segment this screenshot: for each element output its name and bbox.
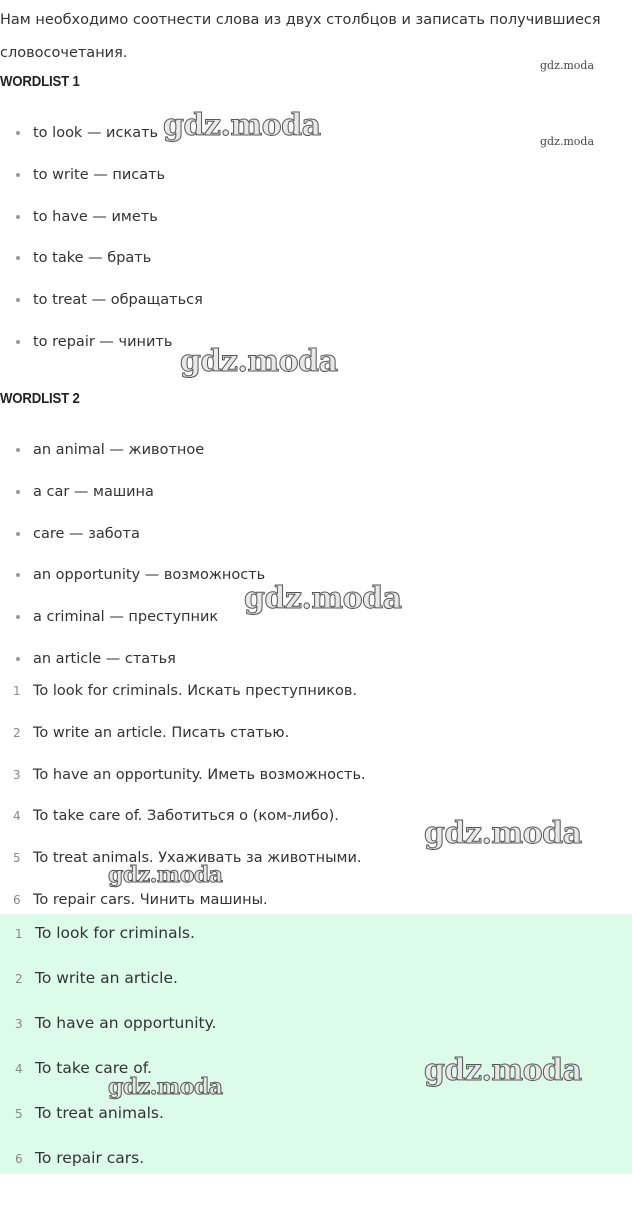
list-item: an article — статья: [0, 649, 265, 691]
item-number: 6: [15, 1152, 23, 1166]
watermark: gdz.moda: [424, 816, 582, 851]
item-number: 6: [13, 892, 21, 907]
watermark: gdz.moda: [424, 1053, 582, 1088]
list-item: to treat — обращаться: [0, 290, 203, 332]
watermark: gdz.moda: [540, 59, 595, 72]
list-item: to look — искать: [0, 123, 203, 165]
item-number: 4: [15, 1062, 23, 1076]
list-item: an animal — животное: [0, 440, 265, 482]
item-number: 3: [15, 1017, 23, 1031]
bullet-icon: [16, 657, 20, 661]
answer-box: [0, 914, 632, 1174]
list-item: to take — брать: [0, 248, 203, 290]
item-number: 1: [13, 684, 21, 698]
wordlist-2-heading: WORDLIST 2: [0, 390, 80, 407]
list-item: 2 To write an article.: [0, 967, 216, 1012]
answer-list: [0, 922, 216, 1192]
list-item: to write — писать: [0, 165, 203, 207]
list-item: to repair — чинить: [0, 332, 203, 374]
list-item: a criminal — преступник: [0, 607, 265, 649]
list-item: 6 To repair cars. Чинить машины.: [13, 891, 268, 908]
list-item: a car — машина: [0, 482, 265, 524]
watermark: gdz.moda: [180, 344, 338, 379]
item-number: 5: [13, 851, 21, 866]
list-item: 2 To write an article. Писать статью.: [13, 724, 290, 741]
item-number: 3: [13, 767, 21, 782]
list-item: 5 To treat animals. Ухаживать за животными.: [13, 850, 362, 867]
list-item: 3 To have an opportunity. Иметь возможность.: [13, 766, 366, 783]
list-item: 1 To look for criminals.: [0, 922, 216, 967]
list-item: 1 To look for criminals. Искать преступников.: [13, 683, 358, 699]
watermark: gdz.moda: [108, 862, 223, 888]
list-item: 4 To take care of.: [0, 1057, 216, 1102]
item-number: 1: [15, 927, 23, 941]
watermark: gdz.moda: [163, 108, 321, 143]
item-number: 4: [13, 809, 21, 824]
bullet-icon: [16, 131, 20, 135]
bullet-icon: [16, 573, 20, 577]
list-item: an opportunity — возможность: [0, 565, 265, 607]
bullet-icon: [16, 298, 20, 302]
bullet-icon: [16, 215, 20, 219]
list-item: 3 To have an opportunity.: [0, 1012, 216, 1057]
list-item: 4 To take care of. Заботиться о (ком-либо).: [13, 808, 339, 825]
watermark: gdz.moda: [244, 581, 402, 616]
translation-list: [0, 681, 366, 932]
wordlist-2: [0, 440, 265, 691]
bullet-icon: [16, 448, 20, 452]
wordlist-1-heading: WORDLIST 1: [0, 73, 80, 90]
item-number: 5: [15, 1107, 23, 1121]
bullet-icon: [16, 256, 20, 260]
item-number: 2: [13, 725, 21, 740]
intro-text: Нам необходимо соотнести слова из двух столбцов и записать получившиеся словосочетания.: [0, 12, 601, 61]
watermark: gdz.moda: [108, 1074, 223, 1100]
bullet-icon: [16, 490, 20, 494]
bullet-icon: [16, 340, 20, 344]
list-item: care — забота: [0, 524, 265, 566]
list-item: 5 To treat animals.: [0, 1102, 216, 1147]
list-item: to have — иметь: [0, 207, 203, 249]
item-number: 2: [15, 972, 23, 986]
list-item: 6 To repair cars.: [0, 1147, 216, 1192]
watermark: gdz.moda: [540, 135, 595, 148]
bullet-icon: [16, 532, 20, 536]
bullet-icon: [16, 615, 20, 619]
bullet-icon: [16, 173, 20, 177]
wordlist-1: [0, 123, 203, 374]
